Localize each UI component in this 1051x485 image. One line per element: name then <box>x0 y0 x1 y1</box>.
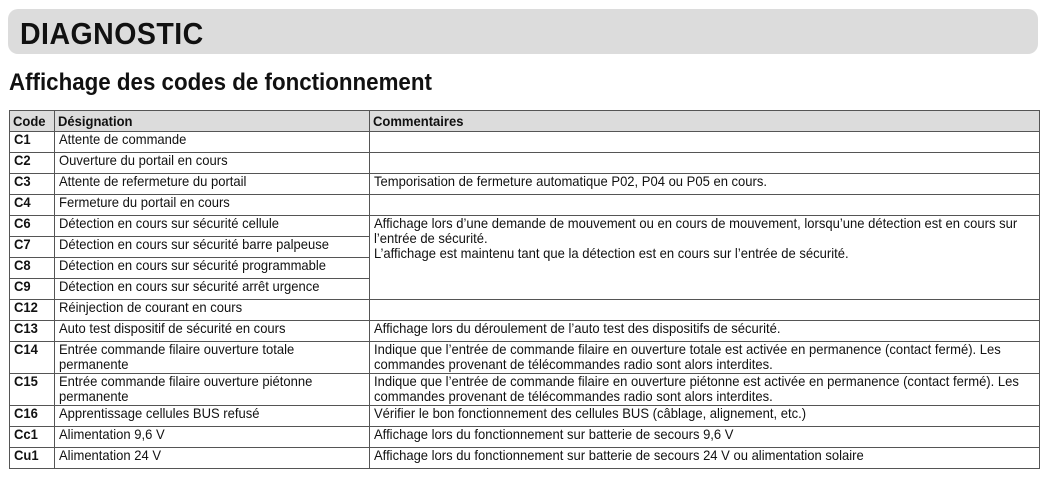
merged-comment-line1: Affichage lors d’une demande de mouvement ou en cours de mouvement, lorsqu’une détection est en cours sur l’entrée de sécurité. <box>374 215 1018 246</box>
header-designation: Désignation <box>55 111 370 132</box>
row-comment: Affichage lors du déroulement de l’auto test des dispositifs de sécurité. <box>370 321 1040 342</box>
row-designation: Entrée commande filaire ouverture piétonne permanente <box>55 374 370 406</box>
row-code: C15 <box>10 374 55 406</box>
row-comment: Vérifier le bon fonctionnement des cellules BUS (câblage, alignement, etc.) <box>370 406 1040 427</box>
table-row <box>10 374 1040 406</box>
row-designation: Attente de refermeture du portail <box>55 174 370 195</box>
row-comment: Temporisation de fermeture automatique P02, P04 ou P05 en cours. <box>370 174 1040 195</box>
row-designation: Détection en cours sur sécurité barre palpeuse <box>55 237 370 258</box>
header-bar <box>8 9 1038 54</box>
row-code: C16 <box>10 406 55 427</box>
header-code: Code <box>10 111 55 132</box>
row-code: C13 <box>10 321 55 342</box>
row-code: C2 <box>10 153 55 174</box>
row-code: Cu1 <box>10 448 55 469</box>
row-comment: Affichage lors du fonctionnement sur batterie de secours 9,6 V <box>370 427 1040 448</box>
row-designation: Alimentation 24 V <box>55 448 370 469</box>
row-code: C6 <box>10 216 55 237</box>
table-row <box>10 342 1040 374</box>
row-code: C8 <box>10 258 55 279</box>
row-comment <box>370 195 1040 216</box>
row-comment: Affichage lors du fonctionnement sur batterie de secours 24 V ou alimentation solaire <box>370 448 1040 469</box>
table-row <box>10 448 1040 469</box>
merged-safety-comment <box>370 216 1040 300</box>
row-designation: Détection en cours sur sécurité programmable <box>55 258 370 279</box>
table-row <box>10 174 1040 195</box>
row-designation: Entrée commande filaire ouverture totale permanente <box>55 342 370 374</box>
table-row <box>10 195 1040 216</box>
row-designation: Réinjection de courant en cours <box>55 300 370 321</box>
row-designation: Attente de commande <box>55 132 370 153</box>
row-designation: Apprentissage cellules BUS refusé <box>55 406 370 427</box>
row-comment <box>370 300 1040 321</box>
codes-table <box>9 110 1040 469</box>
row-designation: Alimentation 9,6 V <box>55 427 370 448</box>
table-row <box>10 406 1040 427</box>
row-code: C1 <box>10 132 55 153</box>
row-code: C9 <box>10 279 55 300</box>
row-code: C12 <box>10 300 55 321</box>
table-row <box>10 153 1040 174</box>
row-comment <box>370 153 1040 174</box>
row-code: Cc1 <box>10 427 55 448</box>
section-title: Affichage des codes de fonctionnement <box>9 69 432 96</box>
row-designation: Détection en cours sur sécurité arrêt urgence <box>55 279 370 300</box>
row-code: C4 <box>10 195 55 216</box>
row-comment <box>370 132 1040 153</box>
page-title: DIAGNOSTIC <box>20 16 204 51</box>
table-row <box>10 321 1040 342</box>
row-code: C3 <box>10 174 55 195</box>
table-row <box>10 300 1040 321</box>
row-code: C7 <box>10 237 55 258</box>
header-commentaires: Commentaires <box>370 111 1040 132</box>
row-designation: Ouverture du portail en cours <box>55 153 370 174</box>
row-designation: Fermeture du portail en cours <box>55 195 370 216</box>
table-row <box>10 427 1040 448</box>
table-header-row <box>10 111 1040 132</box>
row-code: C14 <box>10 342 55 374</box>
table-row <box>10 216 1040 237</box>
merged-comment-line2: L’affichage est maintenu tant que la détection est en cours sur l’entrée de sécurité. <box>374 245 849 261</box>
row-designation: Détection en cours sur sécurité cellule <box>55 216 370 237</box>
row-designation: Auto test dispositif de sécurité en cours <box>55 321 370 342</box>
table-row <box>10 132 1040 153</box>
row-comment: Indique que l’entrée de commande filaire en ouverture piétonne est activée en permanence (contact fermé). Les commandes provenant de télécommandes radio sont alors interdites. <box>370 374 1040 406</box>
row-comment: Indique que l’entrée de commande filaire en ouverture totale est activée en permanence (contact fermé). Les commandes provenant de télécommandes radio sont alors interdites. <box>370 342 1040 374</box>
